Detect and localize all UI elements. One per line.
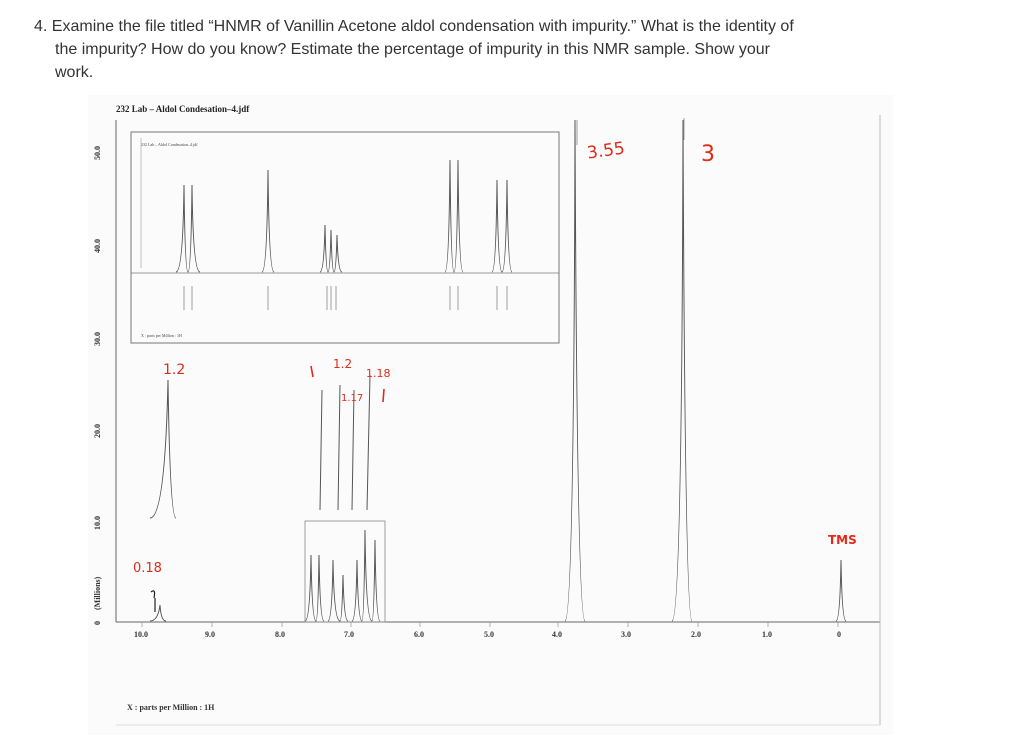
question-line-2: the impurity? How do you know? Estimate the percentage of impurity in this NMR sample. Show your <box>55 41 770 58</box>
inset-peak-methoxy <box>445 160 463 272</box>
peak-aromatic-a <box>305 555 324 621</box>
mark-1-right <box>383 389 384 402</box>
question-line-3: work. <box>55 64 94 81</box>
annotation-0-18: 0.18 <box>133 561 162 576</box>
annotation-tms: TMS <box>828 533 857 547</box>
mark-1-left <box>311 366 313 377</box>
handwritten-arrow-0-18 <box>151 591 155 612</box>
annotation-1-2-left: 1.2 <box>163 362 186 378</box>
peak-aromatic-b <box>328 560 348 621</box>
inset-peak-aldehyde <box>176 185 200 272</box>
x-tick-5: 5.0 <box>484 630 494 639</box>
aromatic-zoom-box <box>305 521 385 622</box>
annotation-1-18: 1.18 <box>366 367 391 380</box>
x-tick-0: 0 <box>837 630 841 639</box>
question-line-1: 4. Examine the file titled “HNMR of Vanillin Acetone aldol condensation with impurity.” What is the identity of <box>34 18 794 35</box>
inset-integrals <box>184 286 507 310</box>
x-tick-9: 9.0 <box>205 630 215 639</box>
x-tick-7: 7.0 <box>344 630 354 639</box>
annotation-1-17: 1.17 <box>341 393 364 404</box>
peak-3 <box>672 120 692 621</box>
inset-box <box>131 132 559 343</box>
x-tick-10: 10.0 <box>134 630 148 639</box>
peak-aldehyde-small <box>150 605 166 621</box>
integral-1 <box>320 390 322 510</box>
y-tick-10: 10.0 <box>93 516 102 530</box>
main-peaks <box>150 120 846 621</box>
x-tick-8: 8.0 <box>275 630 285 639</box>
y-tick-0: 0 <box>93 621 102 625</box>
peak-1-2-integral <box>150 380 176 518</box>
x-tick-2: 2.0 <box>691 630 701 639</box>
inset-x-label: X : parts per Million : 1H <box>141 333 182 338</box>
x-axis-minor-ticks <box>142 622 838 627</box>
inset-peak-vinyl <box>492 180 512 272</box>
annotation-3-55: 3.55 <box>585 138 627 164</box>
inset-title: 232 Lab – Aldol Condesation–4.jdf <box>141 142 198 147</box>
y-tick-50: 50.0 <box>93 146 102 160</box>
x-tick-4: 4.0 <box>552 630 562 639</box>
inset-peak-aromatic-2 <box>320 225 342 272</box>
annotation-3: 3 <box>701 142 715 167</box>
peak-aromatic-c <box>352 530 380 621</box>
integral-1-18 <box>367 375 370 510</box>
inset-peak-aromatic-1 <box>262 170 274 272</box>
y-axis-label: (Millions) <box>93 576 102 610</box>
integral-1-17 <box>352 390 354 510</box>
y-tick-20: 20.0 <box>93 424 102 438</box>
integral-1-2 <box>338 385 340 510</box>
y-tick-30: 30.0 <box>93 332 102 346</box>
file-title: 232 Lab – Aldol Condesation–4.jdf <box>116 104 250 114</box>
peak-3-55 <box>565 120 585 621</box>
peak-tms <box>836 560 846 621</box>
y-tick-40: 40.0 <box>93 239 102 253</box>
x-tick-3: 3.0 <box>621 630 631 639</box>
inset-peaks <box>176 160 512 272</box>
x-axis-label: X : parts per Million : 1H <box>127 703 215 712</box>
x-tick-6: 6.0 <box>414 630 424 639</box>
annotation-1-2-mid: 1.2 <box>333 357 353 371</box>
x-tick-1: 1.0 <box>762 630 772 639</box>
